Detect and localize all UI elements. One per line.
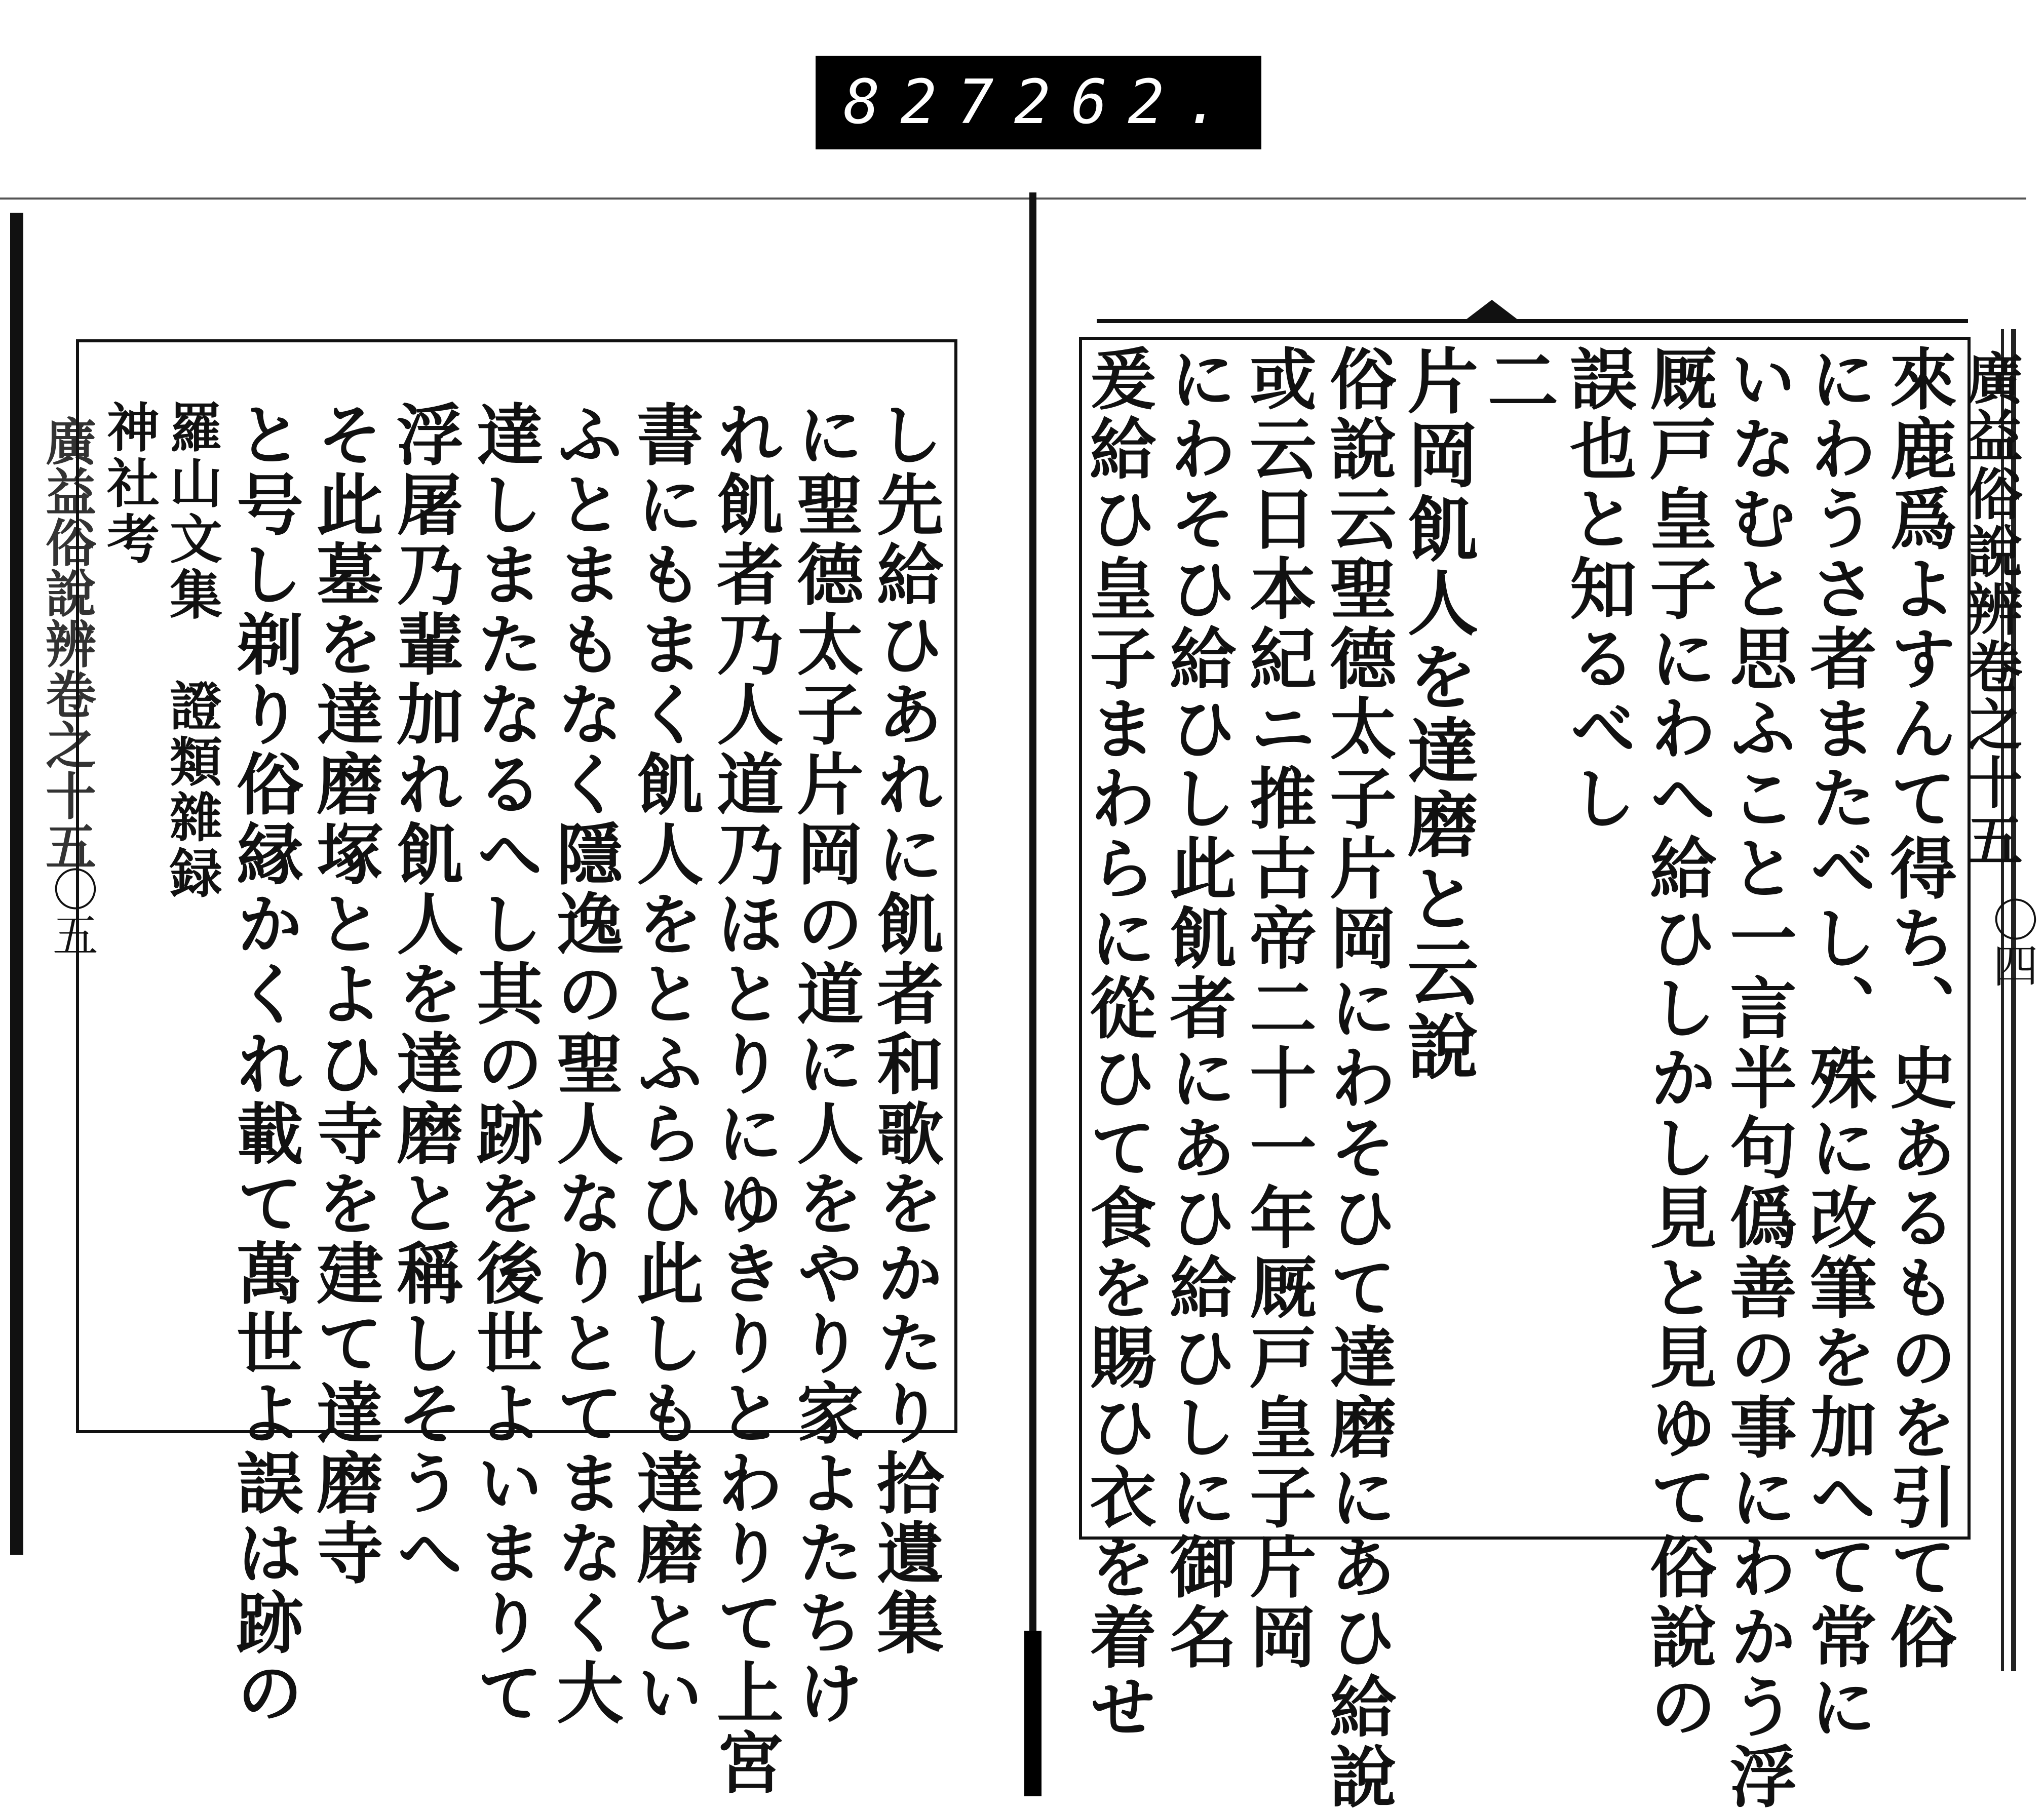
- text-column: 神社考: [98, 400, 160, 567]
- text-column: 厩戸皇子にわへ給ひしかし見と見ゆて俗說の: [1638, 344, 1717, 1742]
- text-column: にわうさ者またべし、殊に改筆を加へて常に: [1798, 344, 1877, 1742]
- text-column: 或云日本紀ニ推古帝二十一年厩戸皇子片岡: [1238, 344, 1317, 1672]
- text-column: 二: [1476, 344, 1559, 418]
- left-page-text: [98, 400, 944, 1798]
- book-spine: [1029, 192, 1036, 1796]
- text-column: し先給ひあれに飢者和歌をかたり拾遺集: [865, 400, 944, 1658]
- text-column: 俗說云聖德太子片岡にわそひて達磨にあひ給說: [1318, 344, 1397, 1812]
- text-column: 片岡飢人を達磨と云說: [1396, 344, 1479, 1084]
- text-column: 書にもまく飢人をとふらひ此しも達磨とい: [625, 400, 704, 1728]
- text-column: ふとまもなく隱逸の聖人なりとてまなく大: [545, 400, 624, 1728]
- page-top-edge: [0, 198, 2026, 200]
- left-book-edge: [10, 213, 23, 1555]
- text-column: 來鹿爲よすんて得ち、史あるものを引て俗: [1878, 344, 1957, 1672]
- text-column: と号し剃り俗縁かくれ載て萬世よ誤は跡の: [225, 400, 303, 1728]
- film-frame-label: [816, 56, 1261, 149]
- text-column: にわそひ給ひし此飢者にあひ給ひしに御名: [1158, 344, 1237, 1672]
- fish-tail-mark: [1464, 300, 1520, 321]
- left-page-number: 〇五: [45, 866, 98, 957]
- text-column: に聖德太子片岡の道に人をやり家よたちけ: [785, 400, 864, 1728]
- text-column: 羅山文集 證類雜録: [161, 400, 223, 901]
- right-page-header-title: 廣益俗說辨卷之十五: [1958, 349, 2023, 869]
- text-column: そ此墓を達磨塚とよひ寺を建て達磨寺: [305, 400, 383, 1588]
- book-spine-shadow: [1024, 1631, 1042, 1796]
- left-page-edge-title: 廣益俗說辨卷之十五: [37, 415, 97, 871]
- text-column: いなむと思ふこと一言半句僞善の事にわかう浮: [1718, 344, 1797, 1812]
- frame-number-right: 262.: [1014, 67, 1242, 138]
- right-page-number: 〇四: [1985, 896, 2038, 988]
- text-column: 誤也と知るべし: [1558, 344, 1637, 834]
- right-page-top-rule: [1097, 319, 1968, 323]
- frame-number-left: 827: [843, 67, 1014, 138]
- right-page-text: [1078, 344, 1957, 1812]
- text-column: 浮屠乃輩加れ飢人を達磨と稱しそうへ: [385, 400, 464, 1588]
- text-column: れ飢者乃人道乃ほとりにゆきりとわりて上宮: [705, 400, 784, 1798]
- text-column: 爰給ひ皇子まわらに從ひて食を賜ひ衣を着せ: [1078, 344, 1156, 1742]
- text-column: 達しまたなるへし其の跡を後世よいまりて: [465, 400, 544, 1728]
